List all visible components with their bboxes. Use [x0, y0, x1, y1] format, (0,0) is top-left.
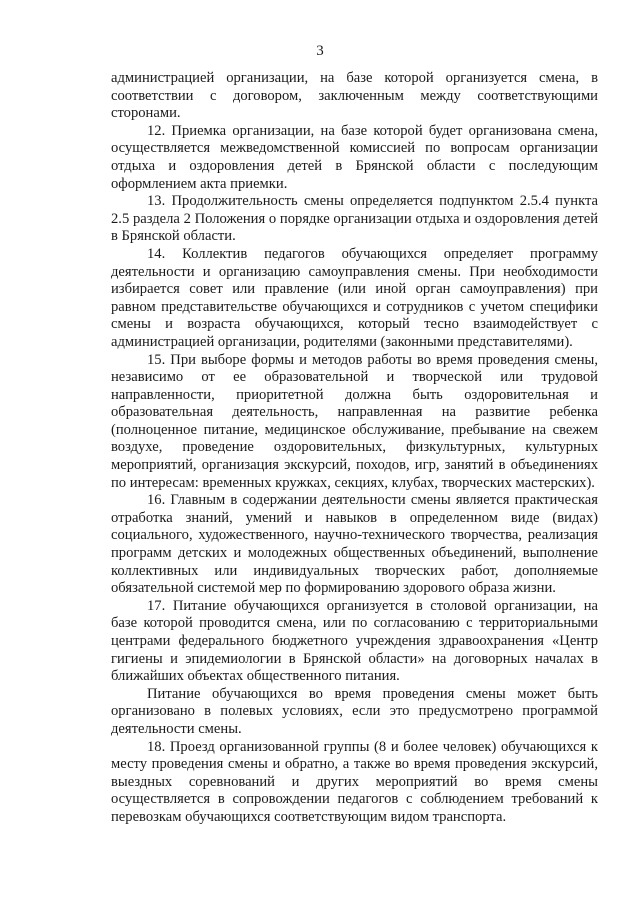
paragraph-continuation: администрацией организации, на базе которой организуется смена, в соответствии с договором, заключенным между соответствующими сторонами. [111, 70, 598, 122]
paragraph-15: 15. При выборе формы и методов работы во время проведения смены, независимо от ее образовательной и творческой или трудовой направленности, приоритетной должна быть оздоровительная и образовательная деятельность, направленная на развитие ребенка (полноценное питание, медицинское обслуживание, пребывание на свежем воздухе, проведение оздоровительных, физкультурных, культурных мероприятий, организация экскурсий, походов, игр, занятий в объединениях по интересам: временных кружках, секциях, клубах, творческих мастерских). [111, 351, 598, 491]
paragraph-18: 18. Проезд организованной группы (8 и более человек) обучающихся к месту проведения смены и обратно, а также во время проведения экскурсий, выездных соревнований и других мероприятий во время смены осуществляется в сопровождении педагогов с соблюдением требований к перевозкам обучающихся соответствующим видом транспорта. [111, 738, 598, 825]
page-number: 3 [316, 43, 324, 59]
paragraph-17: 17. Питание обучающихся организуется в столовой организации, на базе которой проводится смена, или по согласованию с территориальными центрами федерального бюджетного учреждения здравоохранения «Центр гигиены и эпидемиологии в Брянской области» на договорных началах в ближайших объектах общественного питания. [111, 597, 598, 685]
paragraph-13: 13. Продолжительность смены определяется подпунктом 2.5.4 пункта 2.5 раздела 2 Положения о порядке организации отдыха и оздоровления детей в Брянской области. [111, 193, 598, 245]
paragraph-17-note: Питание обучающихся во время проведения смены может быть организовано в полевых условиях, если это предусмотрено программой деятельности смены. [111, 685, 598, 737]
paragraph-12: 12. Приемка организации, на базе которой будет организована смена, осуществляется межведомственной комиссией по вопросам организации отдыха и оздоровления детей в Брянской области с последующим оформлением акта приемки. [111, 122, 598, 192]
paragraph-16: 16. Главным в содержании деятельности смены является практическая отработка знаний, умений и навыков в определенном виде (видах) социального, художественного, научно-технического творчества, реализация программ детских и молодежных общественных объединений, выполнение коллективных или индивидуальных творческих работ, дополняемые обязательной системой мер по формированию здорового образа жизни. [111, 492, 598, 597]
paragraph-14: 14. Коллектив педагогов обучающихся определяет программу деятельности и организацию самоуправления смены. При необходимости избирается совет или правление (или иной орган самоуправления) при равном представительстве обучающихся и сотрудников с учетом специфики смены и возраста обучающихся, который тесно взаимодействует с администрацией организации, родителями (законными представителями). [111, 245, 598, 350]
document-body [111, 70, 598, 827]
